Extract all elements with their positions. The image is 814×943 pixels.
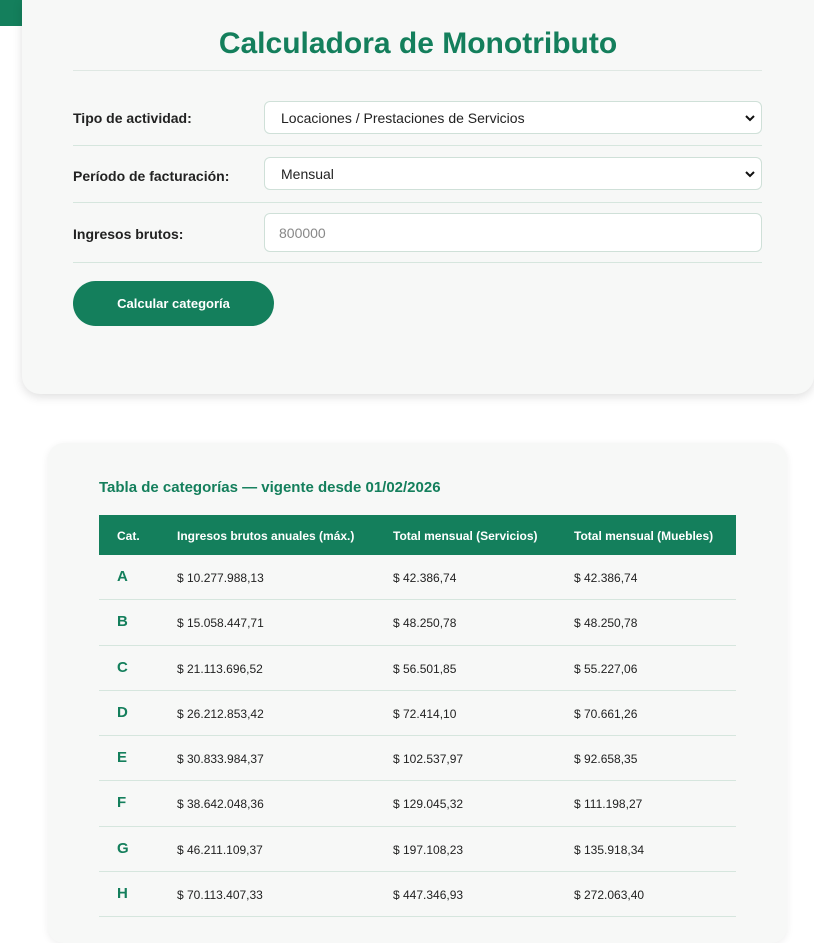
row-services: $ 197.108,23	[393, 842, 464, 857]
table-row	[99, 827, 736, 872]
income-input-placeholder: 800000	[279, 225, 326, 241]
row-income: $ 30.833.984,37	[177, 752, 264, 767]
row-category: E	[117, 749, 128, 767]
row-services: $ 42.386,74	[393, 571, 457, 585]
header-income: Ingresos brutos anuales (máx.)	[177, 529, 355, 543]
calculate-button[interactable]: Calcular categoría	[73, 281, 274, 326]
row-category: H	[117, 885, 128, 903]
table-row	[99, 691, 736, 736]
row-income: $ 46.211.109,37	[177, 842, 263, 857]
header-goods: Total mensual (Muebles)	[574, 529, 714, 543]
activity-label: Tipo de actividad:	[73, 110, 192, 126]
row-goods: $ 70.661,26	[574, 706, 638, 721]
row-goods: $ 111.198,27	[574, 797, 643, 812]
period-row	[73, 149, 762, 203]
activity-select[interactable]	[264, 101, 762, 134]
income-label: Ingresos brutos:	[73, 226, 184, 242]
row-services: $ 447.346,93	[393, 888, 464, 903]
table-row	[99, 781, 736, 826]
row-services: $ 48.250,78	[393, 616, 457, 631]
row-goods: $ 48.250,78	[574, 616, 638, 631]
row-income: $ 10.277.988,13	[177, 571, 264, 585]
row-goods: $ 135.918,34	[574, 842, 645, 857]
table-row	[99, 736, 736, 781]
row-income: $ 15.058.447,71	[177, 616, 264, 631]
income-input[interactable]	[264, 213, 762, 252]
row-services: $ 56.501,85	[393, 661, 457, 676]
table-row	[99, 646, 736, 691]
row-category: F	[117, 794, 127, 812]
row-income: $ 38.642.048,36	[177, 797, 264, 812]
row-income: $ 26.212.853,42	[177, 706, 264, 721]
row-income: $ 21.113.696,52	[177, 661, 263, 676]
row-services: $ 102.537,97	[393, 752, 464, 767]
row-income: $ 70.113.407,33	[177, 888, 263, 903]
table-row	[99, 600, 736, 645]
row-category: B	[117, 613, 128, 631]
calculator-card	[22, 0, 814, 394]
row-category: C	[117, 658, 128, 676]
chevron-down-icon	[743, 167, 757, 181]
table-header	[99, 515, 736, 555]
table-row	[99, 555, 736, 600]
row-goods: $ 92.658,35	[574, 752, 638, 767]
row-category: G	[117, 839, 129, 857]
title-divider	[73, 70, 762, 71]
categories-table	[99, 515, 736, 917]
header-services: Total mensual (Servicios)	[393, 529, 538, 543]
period-select[interactable]	[264, 157, 762, 190]
header-cat: Cat.	[117, 529, 140, 543]
activity-row	[73, 92, 762, 146]
row-category: D	[117, 703, 128, 721]
row-services: $ 72.414,10	[393, 706, 457, 721]
row-goods: $ 272.063,40	[574, 888, 645, 903]
row-category: A	[117, 568, 128, 585]
table-title: Tabla de categorías — vigente desde 01/02/2026	[99, 479, 441, 496]
period-label: Período de facturación:	[73, 168, 230, 184]
chevron-down-icon	[743, 111, 757, 125]
categories-card	[48, 443, 787, 943]
activity-select-value: Locaciones / Prestaciones de Servicios	[281, 110, 525, 126]
row-services: $ 129.045,32	[393, 797, 464, 812]
income-row	[73, 206, 762, 263]
period-select-value: Mensual	[281, 166, 334, 182]
row-goods: $ 42.386,74	[574, 571, 638, 585]
row-goods: $ 55.227,06	[574, 661, 638, 676]
page-title: Calculadora de Monotributo	[218, 27, 618, 60]
